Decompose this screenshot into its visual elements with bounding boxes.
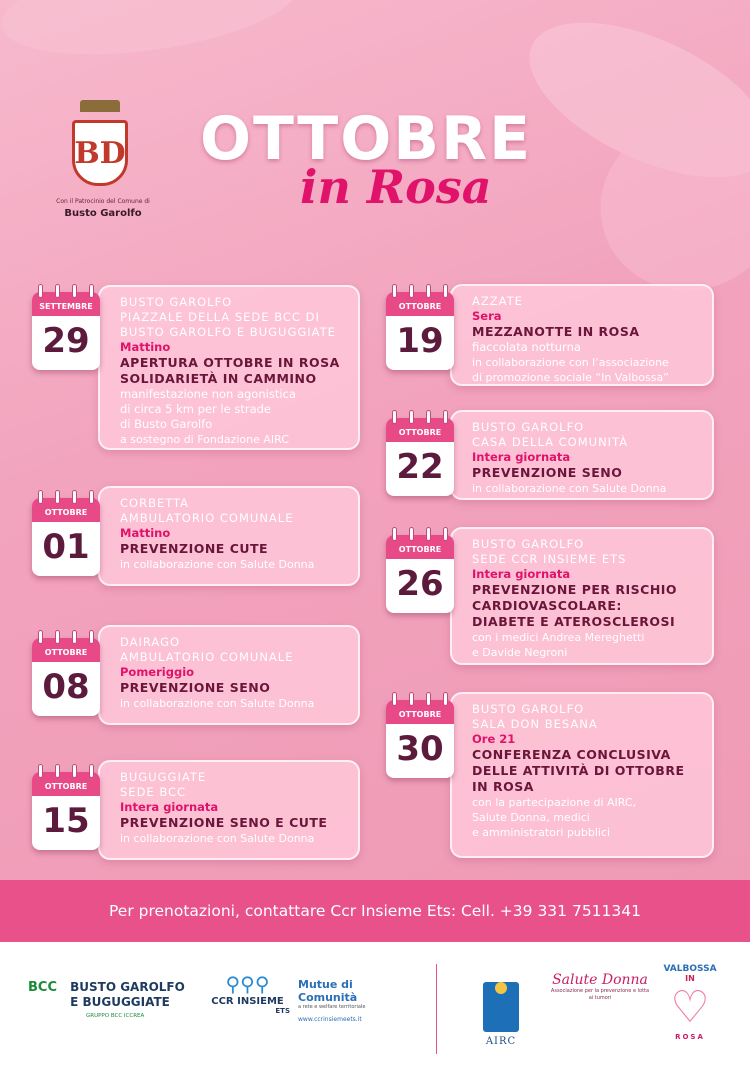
airc-logo [478, 968, 524, 1047]
crest-shield: BD [72, 120, 128, 186]
event-place: DAIRAGO [120, 635, 181, 649]
town-name: Busto Garolfo [64, 208, 142, 219]
patronage-text: Con il Patrocinio del Comune di [56, 198, 150, 205]
event-time: Intera giornata [472, 567, 571, 581]
event-collaboration: con la partecipazione di AIRC, [472, 796, 637, 809]
event-place: AMBULATORIO COMUNALE [120, 511, 294, 525]
event-card-19 [450, 284, 714, 386]
event-place: BUSTO GAROLFO [472, 420, 585, 434]
event-collaboration: in collaborazione con Salute Donna [120, 697, 315, 710]
event-description: manifestazione non agonistica [120, 387, 296, 401]
event-collaboration: Salute Donna, medici [472, 811, 590, 824]
calendar-icon [32, 772, 100, 850]
ccr-insieme-logo [205, 972, 290, 1015]
event-card-01 [98, 486, 360, 586]
event-title: PREVENZIONE CUTE [120, 541, 269, 556]
event-place: BUSTO GAROLFO [120, 295, 233, 309]
event-collaboration: in collaborazione con l’associazione [472, 356, 669, 369]
calendar-day: 01 [42, 527, 90, 567]
calendar-month: OTTOBRE [386, 700, 454, 724]
event-title: DIABETE E ATEROSCLEROSI [472, 614, 676, 629]
event-collaboration: a sostegno di Fondazione AIRC [120, 433, 289, 446]
calendar-icon [386, 418, 454, 496]
event-card-22 [450, 410, 714, 500]
mutue-url: www.ccrinsiemeets.it [298, 1016, 362, 1023]
calendar-month: OTTOBRE [386, 535, 454, 559]
event-title: PREVENZIONE SENO [120, 680, 271, 695]
event-card-30 [450, 692, 714, 858]
event-collaboration: con i medici Andrea Mereghetti [472, 631, 645, 644]
calendar-month: SETTEMBRE [32, 292, 100, 316]
mutue-di-comunita-logo [298, 978, 408, 1023]
ccr-ets: ETS [275, 1007, 290, 1015]
bcc-name: BUSTO GAROLFO E BUGUGGIATE [70, 980, 185, 1009]
event-place: BUSTO GAROLFO E BUGUGGIATE [120, 325, 336, 339]
calendar-day: 19 [396, 321, 444, 361]
valbossa-name: VALBOSSA [663, 964, 717, 974]
salute-description: Associazione per la prevenzione e lotta ai tumori [550, 988, 650, 1001]
calendar-day: 22 [396, 447, 444, 487]
calendar-day: 26 [396, 564, 444, 604]
airc-mark [483, 982, 519, 1032]
event-title: PREVENZIONE PER RISCHIO [472, 582, 678, 597]
event-title: PREVENZIONE SENO [472, 465, 623, 480]
event-time: Mattino [120, 526, 171, 540]
event-description: di circa 5 km per le strade [120, 402, 271, 416]
calendar-icon [32, 638, 100, 716]
booking-bar [0, 880, 750, 942]
bcc-group: GRUPPO BCC ICCREA [86, 1013, 145, 1019]
calendar-icon [386, 535, 454, 613]
event-time: Mattino [120, 340, 171, 354]
event-title: CARDIOVASCOLARE: [472, 598, 622, 613]
event-time: Pomeriggio [120, 665, 195, 679]
event-place: BUSTO GAROLFO [472, 702, 585, 716]
calendar-icon [386, 700, 454, 778]
calendar-month: OTTOBRE [32, 772, 100, 796]
event-time: Intera giornata [472, 450, 571, 464]
calendar-day: 08 [42, 667, 90, 707]
calendar-icon [386, 292, 454, 370]
mutue-tagline: a rete e welfare territoriale [298, 1004, 366, 1010]
calendar-day: 15 [42, 801, 90, 841]
calendar-month: OTTOBRE [32, 498, 100, 522]
calendar-day: 29 [42, 321, 90, 361]
event-time: Sera [472, 309, 502, 323]
valbossa-rosa: ROSA [675, 1033, 705, 1041]
calendar-icon [32, 498, 100, 576]
page-title: OTTOBRE [200, 104, 533, 174]
event-title: APERTURA OTTOBRE IN ROSA [120, 355, 340, 370]
event-place: SEDE CCR INSIEME ETS [472, 552, 627, 566]
event-title: IN ROSA [472, 779, 534, 794]
event-place: CASA DELLA COMUNITÀ [472, 435, 629, 449]
event-place: CORBETTA [120, 496, 190, 510]
event-collaboration: in collaborazione con Salute Donna [120, 558, 315, 571]
event-place: PIAZZALE DELLA SEDE BCC DI [120, 310, 320, 324]
pink-ribbon-icon: ♡ [670, 982, 710, 1033]
bcc-mark: BCC [28, 980, 57, 995]
event-collaboration: in collaborazione con Salute Donna [120, 832, 315, 845]
event-time: Ore 21 [472, 732, 516, 746]
salute-donna-logo [550, 972, 650, 1002]
salute-name: Salute Donna [552, 972, 648, 988]
booking-text: Per prenotazioni, contattare Ccr Insieme Ets: Cell. +39 331 7511341 [108, 902, 641, 920]
event-title: SOLIDARIETÀ IN CAMMINO [120, 371, 317, 386]
event-place: AZZATE [472, 294, 523, 308]
event-description: di Busto Garolfo [120, 417, 213, 431]
event-card-26 [450, 527, 714, 665]
event-place: AMBULATORIO COMUNALE [120, 650, 294, 664]
sponsor-footer [0, 942, 750, 1071]
calendar-month: OTTOBRE [386, 292, 454, 316]
event-card-15 [98, 760, 360, 860]
crown-icon [80, 100, 120, 112]
event-card-08 [98, 625, 360, 725]
event-title: DELLE ATTIVITÀ DI OTTOBRE [472, 763, 685, 778]
calendar-icon [32, 292, 100, 370]
bcc-logo [28, 980, 193, 1019]
mutue-name: Mutue di Comunità [298, 978, 358, 1004]
valbossa-in: IN [685, 974, 695, 983]
event-collaboration: e Davide Negroni [472, 646, 568, 659]
calendar-month: OTTOBRE [386, 418, 454, 442]
page-subtitle: in Rosa [300, 160, 492, 214]
calendar-month: OTTOBRE [32, 638, 100, 662]
event-title: MEZZANOTTE IN ROSA [472, 324, 640, 339]
event-time: Intera giornata [120, 800, 219, 814]
event-title: CONFERENZA CONCLUSIVA [472, 747, 671, 762]
ccr-name: CCR INSIEME [211, 996, 284, 1007]
event-place: BUSTO GAROLFO [472, 537, 585, 551]
event-collaboration: in collaborazione con Salute Donna [472, 482, 667, 495]
event-title: PREVENZIONE SENO E CUTE [120, 815, 328, 830]
airc-label: AIRC [485, 1036, 517, 1047]
event-place: BUGUGGIATE [120, 770, 207, 784]
ribbon-decoration [0, 0, 305, 70]
footer-divider [436, 964, 437, 1054]
event-collaboration: di promozione sociale “In Valbossa” [472, 371, 669, 384]
calendar-day: 30 [396, 729, 444, 769]
event-place: SEDE BCC [120, 785, 187, 799]
event-collaboration: e amministratori pubblici [472, 826, 611, 839]
valbossa-in-rosa-logo [660, 964, 720, 1041]
event-place: SALA DON BESANA [472, 717, 598, 731]
people-icon: ⚲⚲⚲ [225, 972, 270, 996]
event-description: fiaccolata notturna [472, 340, 581, 354]
event-card-29 [98, 285, 360, 450]
